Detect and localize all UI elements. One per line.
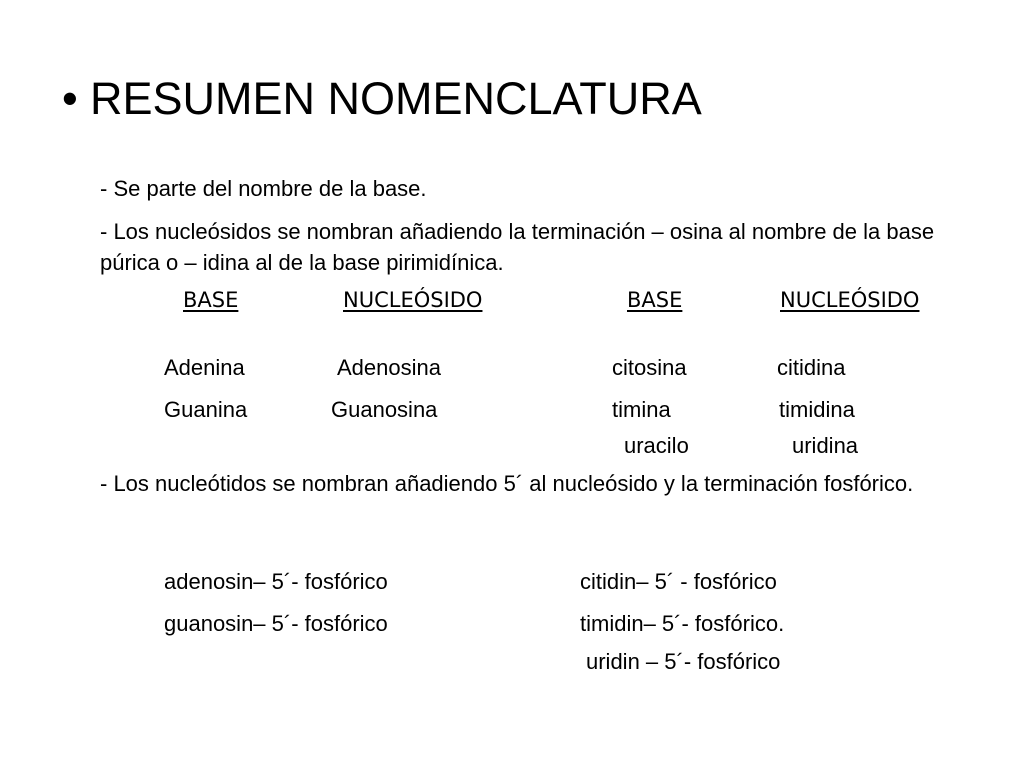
base-timina: timina [612, 397, 671, 422]
nucleoside-timidina: timidina [779, 397, 855, 422]
header-base-pyrimidine: BASE [627, 288, 683, 312]
bullet-icon: • [62, 73, 78, 124]
nucleotide-uridin: uridin – 5´- fosfórico [586, 649, 781, 674]
point-nucleoside-naming: - Los nucleósidos se nombran añadiendo la terminación – osina al nombre de la base púrica o – idina al de la base pirimidínica. [100, 219, 935, 275]
header-nucleoside-purine: NUCLEÓSIDO [343, 288, 483, 312]
nucleotide-timidin: timidin– 5´- fosfórico. [580, 611, 785, 636]
nucleoside-adenosina: Adenosina [337, 355, 441, 380]
base-guanina: Guanina [164, 397, 248, 422]
base-uracilo: uracilo [624, 433, 689, 458]
nucleoside-uridina: uridina [792, 433, 859, 458]
slide-title-text: RESUMEN NOMENCLATURA [90, 73, 702, 124]
point-base-name: - Se parte del nombre de la base. [100, 176, 427, 201]
base-adenina: Adenina [164, 355, 245, 380]
nucleoside-citidina: citidina [777, 355, 846, 380]
nucleotide-adenosin: adenosin– 5´- fosfórico [164, 569, 388, 594]
slide-title [62, 73, 702, 124]
header-base-purine: BASE [183, 288, 239, 312]
nucleotide-citidin: citidin– 5´ - fosfórico [580, 569, 777, 594]
nucleoside-guanosina: Guanosina [331, 397, 438, 422]
base-citosina: citosina [612, 355, 687, 380]
nucleotide-guanosin: guanosin– 5´- fosfórico [164, 611, 388, 636]
header-nucleoside-pyrimidine: NUCLEÓSIDO [780, 288, 920, 312]
point-nucleotide-naming: - Los nucleótidos se nombran añadiendo 5´ al nucleósido y la terminación fosfórico. [100, 471, 914, 496]
